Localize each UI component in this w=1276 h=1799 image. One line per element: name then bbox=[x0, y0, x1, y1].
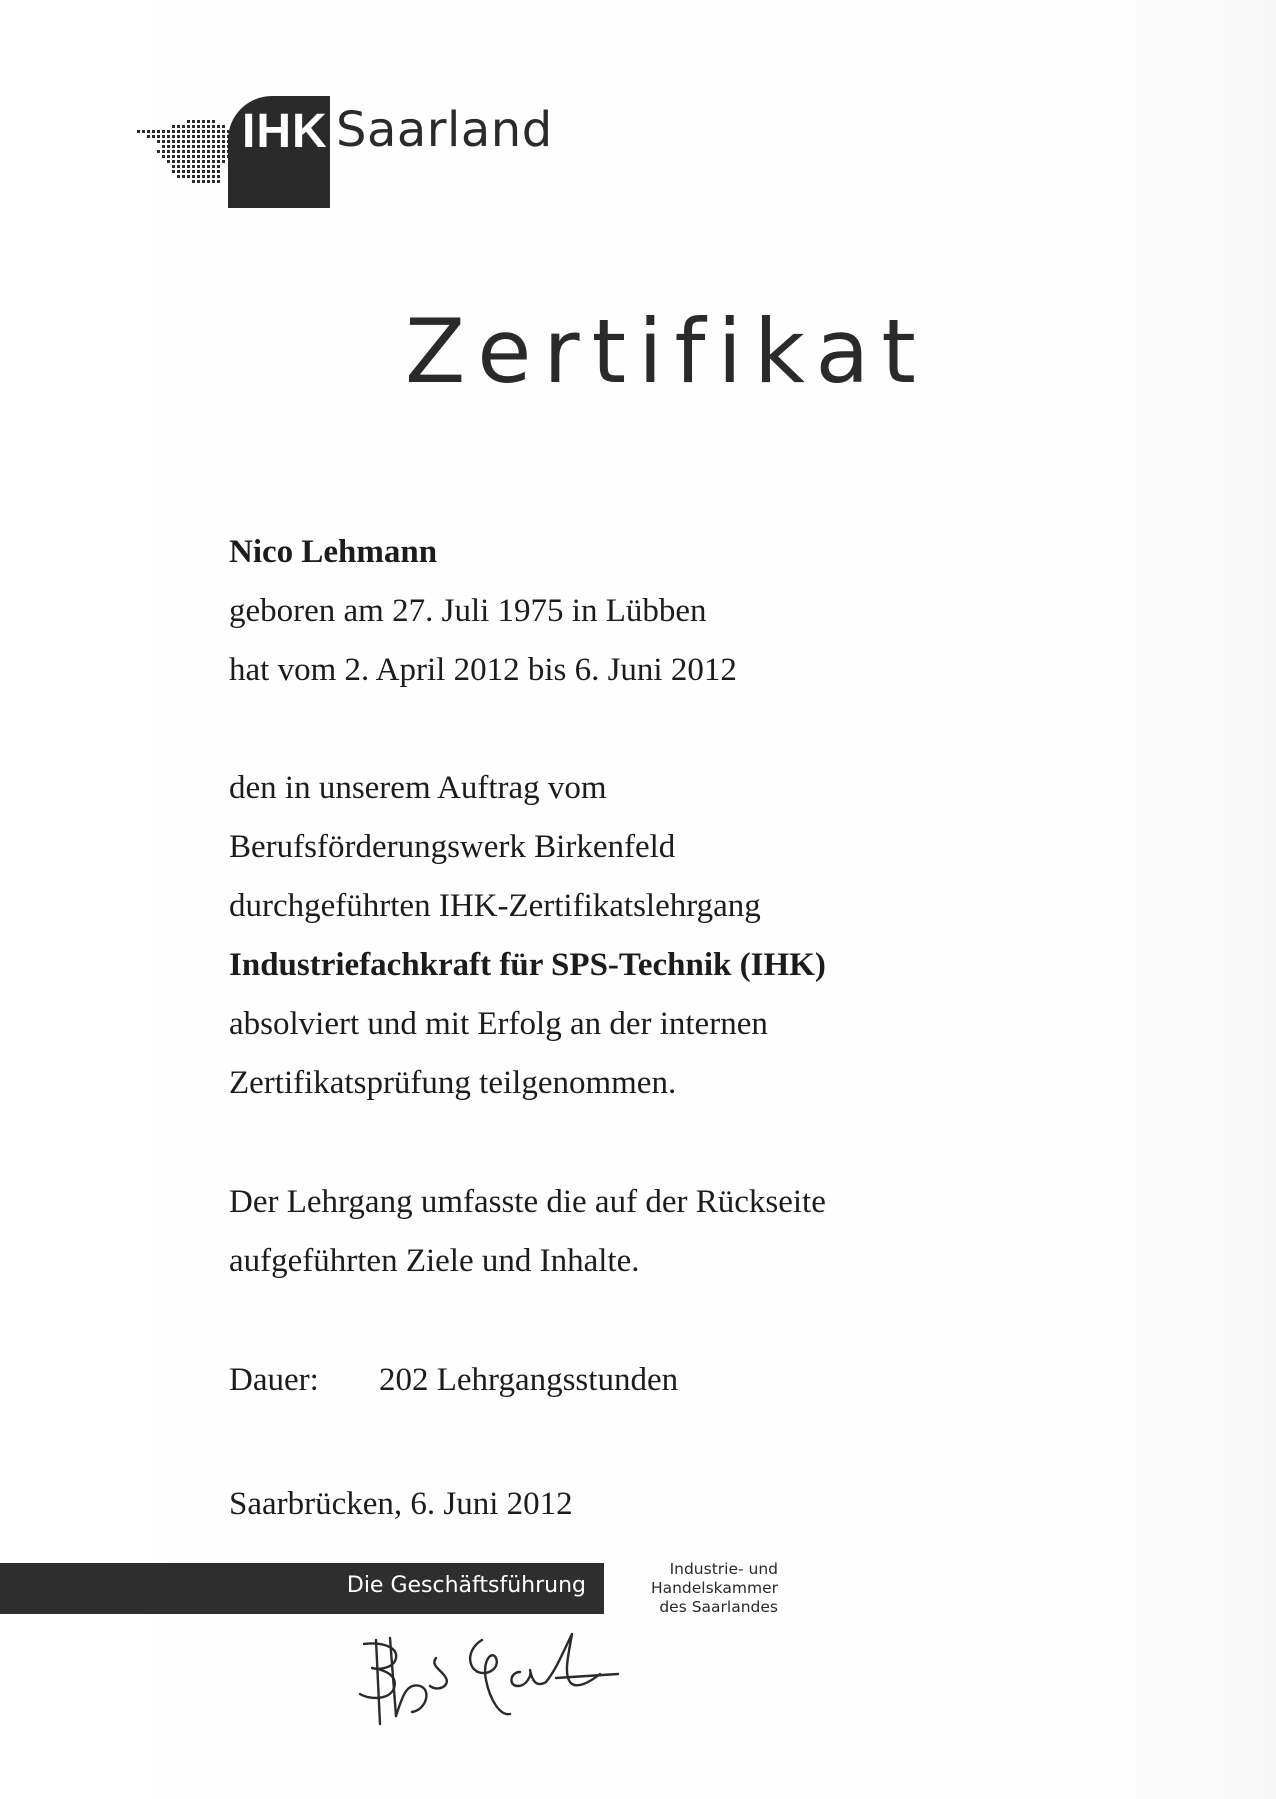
content-note-line-1: Der Lehrgang umfasste die auf der Rückseite bbox=[229, 1184, 826, 1220]
birth-line: geboren am 27. Juli 1975 in Lübben bbox=[229, 593, 707, 629]
chamber-line-3: des Saarlandes bbox=[659, 1598, 778, 1616]
duration-value: 202 Lehrgangsstunden bbox=[379, 1362, 679, 1398]
management-label: Die Geschäftsführung bbox=[346, 1573, 586, 1598]
certificate-title: Zertifikat bbox=[405, 300, 928, 403]
saarland-map-icon bbox=[132, 116, 242, 186]
signature bbox=[350, 1620, 650, 1740]
course-line-1: den in unserem Auftrag vom bbox=[229, 770, 607, 806]
management-band bbox=[0, 1563, 604, 1614]
content-note-line-2: aufgeführten Ziele und Inhalte. bbox=[229, 1243, 640, 1279]
recipient-name: Nico Lehmann bbox=[229, 534, 438, 570]
ihk-logo bbox=[120, 96, 560, 208]
period-line: hat vom 2. April 2012 bis 6. Juni 2012 bbox=[229, 652, 737, 688]
chamber-line-2: Handelskammer bbox=[650, 1579, 778, 1597]
duration-label: Dauer: bbox=[229, 1362, 319, 1398]
logo-region: Saarland bbox=[336, 102, 553, 158]
course-line-2: Berufsförderungswerk Birkenfeld bbox=[229, 829, 676, 865]
course-line-3: durchgeführten IHK-Zertifikatslehrgang bbox=[229, 888, 761, 924]
place-date: Saarbrücken, 6. Juni 2012 bbox=[229, 1486, 573, 1522]
course-line-6: Zertifikatsprüfung teilgenommen. bbox=[229, 1065, 677, 1101]
logo-abbreviation: IHK bbox=[242, 105, 328, 158]
course-line-5: absolviert und mit Erfolg an der internen bbox=[229, 1006, 768, 1042]
course-title: Industriefachkraft für SPS-Technik (IHK) bbox=[229, 947, 826, 983]
chamber-name bbox=[618, 1560, 778, 1617]
chamber-line-1: Industrie- und bbox=[669, 1560, 778, 1578]
